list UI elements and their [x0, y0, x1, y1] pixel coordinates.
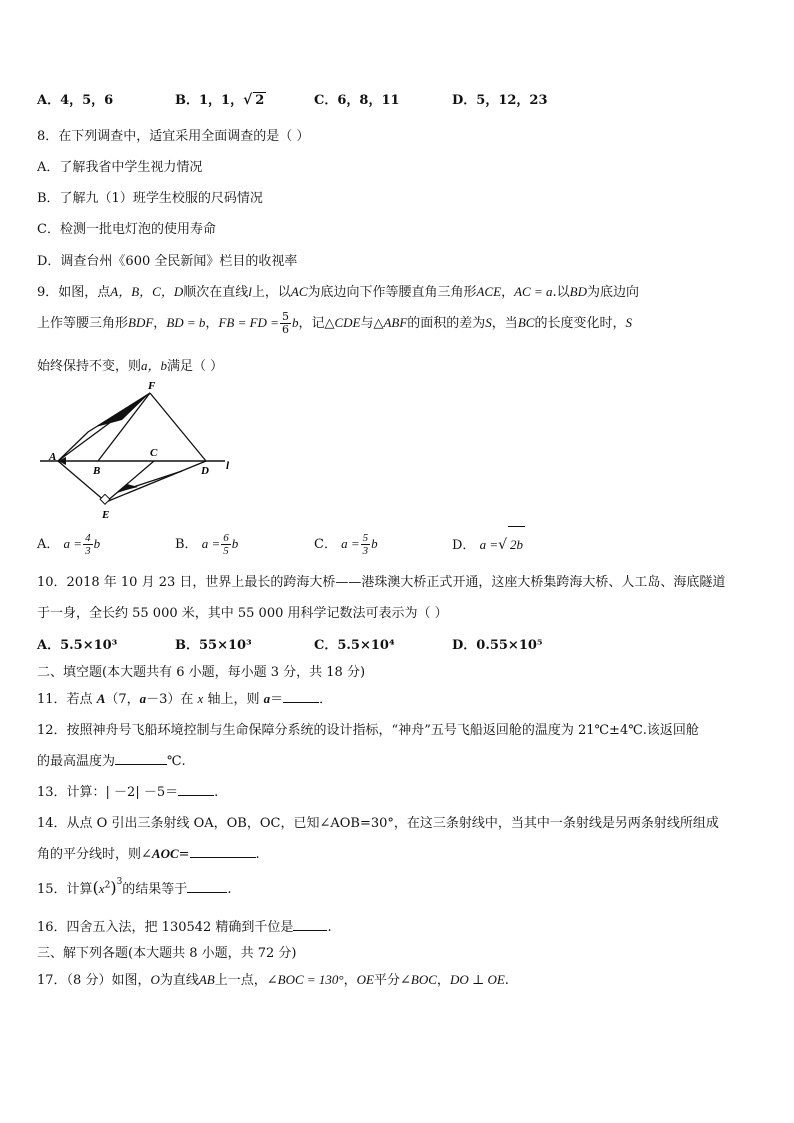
q16-text: 16．四舍五入法，把 130542 精确到千位是 — [37, 920, 294, 935]
q13-text: . — [214, 785, 219, 800]
option-sqrt: 2b — [508, 526, 525, 563]
q13-text: 13．计算：| －2| －5＝ — [37, 785, 179, 800]
q17-text: ， — [343, 973, 357, 988]
q11-point: A — [96, 691, 106, 706]
q8-option-a: A．了解我省中学生视力情况 — [37, 160, 203, 175]
option-fraction — [83, 532, 93, 557]
option-lhs: a = — [479, 537, 499, 552]
q9-text: ，当 — [491, 316, 518, 331]
q16-text: . — [327, 920, 332, 935]
q9-bc: BC — [517, 315, 535, 330]
label-a: A — [49, 451, 57, 463]
q15-x: x — [98, 881, 105, 896]
q9-option-a — [37, 526, 100, 563]
q11-text: ． — [319, 692, 333, 707]
q14-text: 角的平分线时，则∠ — [37, 847, 152, 862]
q9-text: 始终保持不变，则 — [37, 359, 142, 374]
q11-text: 11．若点 — [37, 692, 97, 707]
q10-option-b: B．55×10³ — [175, 638, 252, 653]
q17-ab: AB — [198, 972, 215, 987]
label-c: C — [150, 447, 158, 459]
q14-answer-blank[interactable] — [190, 845, 256, 858]
q9-text: .以 — [552, 285, 570, 300]
label-e: E — [102, 509, 110, 521]
q9-frac-den: 6 — [281, 323, 289, 336]
q11-text: 轴上，则 — [203, 692, 264, 707]
option-label: A． — [37, 537, 60, 552]
frac-num: 6 — [223, 532, 229, 544]
q9-bd-eq: BD = b — [166, 315, 206, 330]
q14-text: = — [178, 847, 190, 862]
q9-option-b — [175, 526, 238, 563]
q15-text: . — [227, 882, 232, 897]
option-lhs: a = — [201, 536, 221, 551]
q9-text: 上，以 — [251, 285, 291, 300]
q17-text: 平分 — [374, 973, 401, 988]
q15-text: 的结果等于 — [122, 882, 188, 897]
q9-text: ， — [153, 316, 167, 331]
q9-fraction — [280, 311, 291, 336]
q9-text: 顺次在直线 — [183, 285, 249, 300]
q8-option-c: C．检测一批电灯泡的使用寿命 — [37, 222, 216, 237]
q9-frac-b: b — [291, 315, 299, 330]
option-b-var: b — [371, 536, 378, 551]
q9-s2: S — [625, 315, 632, 330]
q9-text: 满足（ ） — [167, 359, 224, 374]
frac-den: 5 — [223, 545, 229, 557]
q17-text: 17．（8 分）如图， — [37, 973, 151, 988]
option-label: C． — [314, 537, 337, 552]
q8-stem: 8．在下列调查中，适宜采用全面调查的是（ ） — [37, 129, 310, 144]
q11-text: （7， — [105, 692, 140, 707]
q9-text: 为底边向下作等腰直角三角形 — [307, 285, 477, 300]
q11-x: x — [197, 691, 204, 706]
q9-cde: CDE — [334, 315, 361, 330]
q11-text: ＝ — [270, 692, 284, 707]
q17 — [37, 969, 509, 988]
q12-answer-blank[interactable] — [115, 752, 167, 765]
q9-text: 上作等腰三角形 — [37, 316, 129, 331]
q14-line1: 14．从点 O 引出三条射线 OA，OB，OC，已知∠AOB=30°，在这三条射线中，当其中一条射线是另两条射线所组成 — [37, 816, 719, 831]
section-heading-fill-blank: 二、填空题(本大题共有 6 小题，每小题 3 分，共 18 分) — [37, 665, 366, 680]
q12-text: 的最高温度为 — [37, 754, 116, 769]
q17-o: O — [150, 972, 160, 987]
label-f: F — [148, 380, 156, 392]
q7-option-b: B．1，1，√ 2 — [175, 92, 265, 108]
q12-line2 — [37, 750, 186, 769]
q9-text: 的面积的差为 — [407, 316, 486, 331]
frac-den: 3 — [362, 545, 369, 557]
q12-text: ℃. — [167, 754, 186, 769]
q14-text: . — [255, 847, 260, 862]
label-b: B — [93, 465, 101, 477]
q9-line3 — [37, 355, 223, 374]
q11-text: －3）在 — [146, 692, 198, 707]
q9-abf: ABF — [383, 315, 408, 330]
q9-line2 — [37, 311, 632, 336]
q9-frac-num: 5 — [281, 310, 289, 323]
q14-aoc: AOC — [151, 846, 179, 861]
q9-option-d: D． a =√ 2b — [452, 526, 525, 564]
q7-option-d: D．5，12，23 — [452, 93, 548, 108]
q9-line1 — [37, 281, 639, 300]
q9-figure — [30, 380, 240, 522]
q16-answer-blank[interactable] — [293, 918, 327, 931]
q11-var: a — [139, 691, 147, 706]
q9-text: 9．如图，点 — [37, 285, 111, 300]
q11-var: a — [263, 691, 271, 706]
q8-option-b: B．了解九（1）班学生校服的尺码情况 — [37, 191, 263, 206]
q11-answer-blank[interactable] — [283, 690, 319, 703]
q9-bdf: BDF — [128, 315, 154, 330]
edge-de — [106, 461, 206, 502]
option-b-var: b — [231, 536, 239, 551]
q9-ac: AC — [290, 284, 308, 299]
q7-option-b-text: B．1，1， — [175, 93, 244, 108]
q14-line2 — [37, 843, 260, 862]
q11 — [37, 688, 332, 707]
q9-fb-eq: FB = FD = — [218, 315, 279, 330]
q9-bd: BD — [569, 284, 587, 299]
q8-option-d: D．调查台州《600 全民新闻》栏目的收视率 — [37, 254, 298, 269]
q10-line1: 10．2018 年 10 月 23 日，世界上最长的跨海大桥——港珠澳大桥正式开通，这座大桥集跨海大桥、人工岛、海底隧道 — [37, 575, 726, 590]
q17-text: . — [504, 973, 509, 988]
q9-line-l: l — [248, 284, 252, 299]
q10-option-c: C．5.5×10⁴ — [314, 638, 395, 653]
q12-line1: 12．按照神舟号飞船环境控制与生命保障分系统的设计指标，“神舟”五号飞船返回舱的温度为 21℃±4℃.该返回舱 — [37, 723, 699, 738]
q7-sqrt: 2 — [255, 93, 265, 108]
option-fraction — [361, 532, 371, 557]
q9-points: A，B，C，D — [110, 284, 184, 299]
q17-oe: OE — [356, 972, 374, 987]
q9-text: 的长度变化时， — [534, 316, 626, 331]
q17-text: 上一点， — [214, 973, 267, 988]
q9-text: 为底边向 — [586, 285, 639, 300]
q10-option-d: D．0.55×10⁵ — [452, 638, 543, 653]
option-lhs: a = — [341, 536, 360, 551]
label-l: l — [226, 460, 230, 472]
q10-line2: 于一身，全长约 55 000 米，其中 55 000 用科学记数法可表示为（ ） — [37, 606, 448, 621]
q15-answer-blank[interactable] — [187, 880, 227, 893]
q7-option-c: C．6，8，11 — [314, 93, 400, 108]
q17-boc: ∠BOC = 130° — [266, 972, 344, 987]
q17-text: ， — [436, 973, 450, 988]
label-d: D — [201, 465, 209, 477]
q17-do-oe: DO ⊥ OE — [449, 972, 505, 987]
edge-fd — [150, 393, 206, 461]
q9-ab: a，b — [141, 358, 168, 373]
q9-ac-eq: AC = a — [514, 284, 553, 299]
q15-exp3: 3 — [116, 876, 123, 887]
q7-option-a: A．4，5，6 — [37, 93, 114, 108]
edge-fb — [98, 393, 150, 461]
q9-text: ， — [205, 316, 219, 331]
q16 — [37, 916, 332, 935]
frac-num: 5 — [362, 532, 369, 544]
section-heading-solve: 三、解下列各题(本大题共 8 小题，共 72 分) — [37, 946, 297, 961]
q13 — [37, 781, 218, 800]
option-fraction — [221, 532, 231, 557]
option-lhs: a = — [63, 536, 83, 551]
option-label: D． — [452, 538, 476, 553]
q17-boc2: ∠BOC — [400, 972, 437, 987]
option-b-var: b — [93, 536, 101, 551]
edge-ce — [106, 461, 154, 502]
q9-ace: ACE — [476, 284, 502, 299]
q9-option-c — [314, 526, 378, 563]
frac-num: 4 — [85, 532, 91, 544]
q15: 15．计算$(x^2)^3$的结果等于 . — [37, 876, 232, 897]
frac-den: 3 — [85, 545, 91, 557]
q9-s: S — [485, 315, 492, 330]
q9-text: ，记△ — [298, 316, 335, 331]
option-label: B． — [175, 537, 198, 552]
q15-exp2: 2 — [104, 880, 111, 891]
q15-text: 15．计算 — [37, 882, 93, 897]
q13-answer-blank[interactable] — [178, 783, 214, 796]
q9-text: 与△ — [360, 316, 384, 331]
q9-text: ， — [501, 285, 515, 300]
q17-text: 为直线 — [159, 973, 199, 988]
q10-option-a: A．5.5×10³ — [37, 638, 118, 653]
right-angle-mark — [100, 494, 110, 504]
